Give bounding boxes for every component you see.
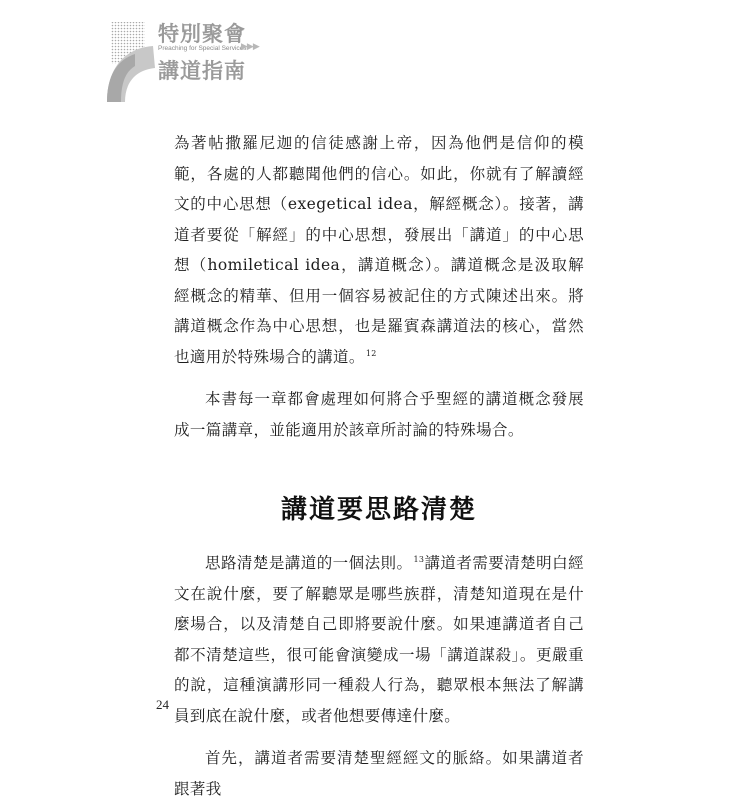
footnote-ref-13[interactable]: 13	[413, 555, 425, 564]
section-heading: 講道要思路清楚	[280, 495, 477, 525]
paragraph-3-text-a: 思路清楚是講道的一個法則。	[205, 554, 413, 572]
paragraph-1	[174, 128, 584, 372]
footnote-ref-12[interactable]: 12	[365, 348, 377, 358]
paragraph-4: 首先，講道者需要清楚聖經經文的脈絡。如果講道者跟著我	[174, 749, 584, 798]
page-number: 24	[156, 697, 169, 712]
header-arrows-icon: ▶▶▶	[241, 42, 259, 52]
page-body	[174, 128, 584, 804]
paragraph-1-text: 為著帖撒羅尼迦的信徒感謝上帝，因為他們是信仰的模範，各處的人都聽聞他們的信心。如此，你就有了解讀經文的中心思想（exegetical idea，解經概念）。接著，講道者要從「解經」的中心思想，發展出「講道」的中心思想（homiletical idea，講道概念）。講道概念是汲取解經概念的精華、但用一個容易被記住的方式陳述出來。將講道概念作為中心思想，也是羅賓森講道法的核心，當然也適用於特殊場合的講道。	[174, 134, 584, 366]
paragraph-2: 本書每一章都會處理如何將合乎聖經的講道概念發展成一篇講章，並能適用於該章所討論的特殊場合。	[174, 390, 584, 439]
header-title-line1: 特別聚會	[158, 22, 246, 46]
header-title-line2: 講道指南	[158, 59, 246, 83]
paragraph-3-text-b: 講道者需要清楚明白經文在說什麼，要了解聽眾是哪些族群，清楚知道現在是什麼場合，以及清楚自己即將要說什麼。如果連講道者自己都不清楚這些，很可能會演變成一場「講道謀殺」。更嚴重的說，這種演講形同一種殺人行為，聽眾根本無法了解講員到底在說什麼，或者他想要傳達什麼。	[174, 554, 584, 725]
paragraph-3	[174, 548, 584, 731]
header-subtitle: Preaching for Special Services	[158, 45, 247, 52]
running-header	[105, 18, 265, 102]
